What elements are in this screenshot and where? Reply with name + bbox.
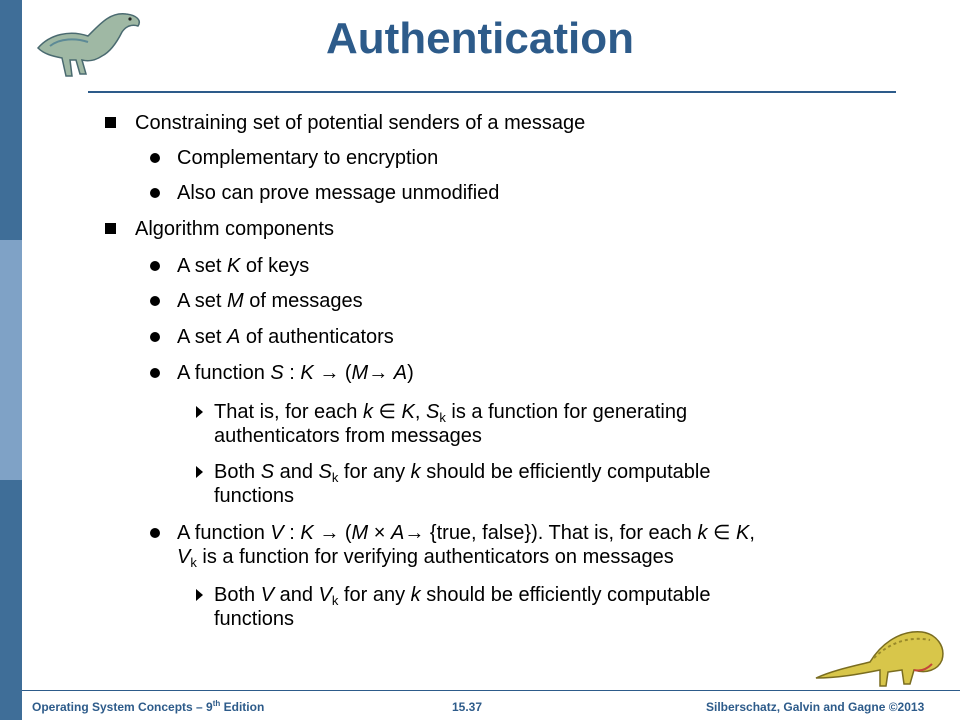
footer-page-number: 15.37 (452, 700, 483, 714)
round-bullet-icon (150, 332, 160, 342)
round-bullet-icon (150, 296, 160, 306)
square-bullet-icon (105, 223, 116, 234)
bullet-s-note-line1: That is, for each k ∈ K, $S_k$ is a function for generating (214, 401, 688, 425)
round-bullet-icon (150, 261, 160, 271)
round-bullet-icon (150, 188, 160, 198)
bullet-s-computable-line2: functions (214, 485, 295, 507)
bullet-unmodified: Also can prove message unmodified (177, 182, 500, 204)
bullet-set-a: A set A of authenticators (177, 326, 394, 348)
footer-authors: Silberschatz, Galvin and Gagne ©2013 (706, 700, 925, 714)
bullet-s-computable-line1: Both S and $S_k$ for any k should be efficiently computable (214, 461, 711, 485)
bullet-function-v-line1: A function V : K → (M × A→ {true, false}). That is, for each k ∈ K, (177, 522, 755, 544)
bullet-constraining: Constraining set of potential senders of a message (135, 112, 586, 134)
arrow-bullet-icon (196, 589, 203, 601)
bullet-complementary: Complementary to encryption (177, 147, 439, 169)
round-bullet-icon (150, 368, 160, 378)
footer-divider (22, 690, 960, 691)
arrow-bullet-icon (196, 406, 203, 418)
footer-book-title: Operating System Concepts – 9th Edition (32, 699, 265, 714)
bullet-v-computable-line1: Both V and $V_k$ for any k should be efficiently computable (214, 584, 711, 608)
bullet-s-note-line2: authenticators from messages (214, 425, 482, 447)
bullet-set-m: A set M of messages (177, 290, 363, 312)
arrow-bullet-icon (196, 466, 203, 478)
bullet-algorithm-components: Algorithm components (135, 218, 334, 240)
round-bullet-icon (150, 528, 160, 538)
page-title: Authentication (326, 14, 634, 63)
square-bullet-icon (105, 117, 116, 128)
bullet-v-computable-line2: functions (214, 608, 295, 630)
bullet-set-k: A set K of keys (177, 255, 310, 277)
round-bullet-icon (150, 153, 160, 163)
bullet-function-v-line2: $V_k$ is a function for verifying authenticators on messages (177, 546, 674, 570)
bullet-function-s: A function S : K → (M→ A) (177, 362, 414, 384)
